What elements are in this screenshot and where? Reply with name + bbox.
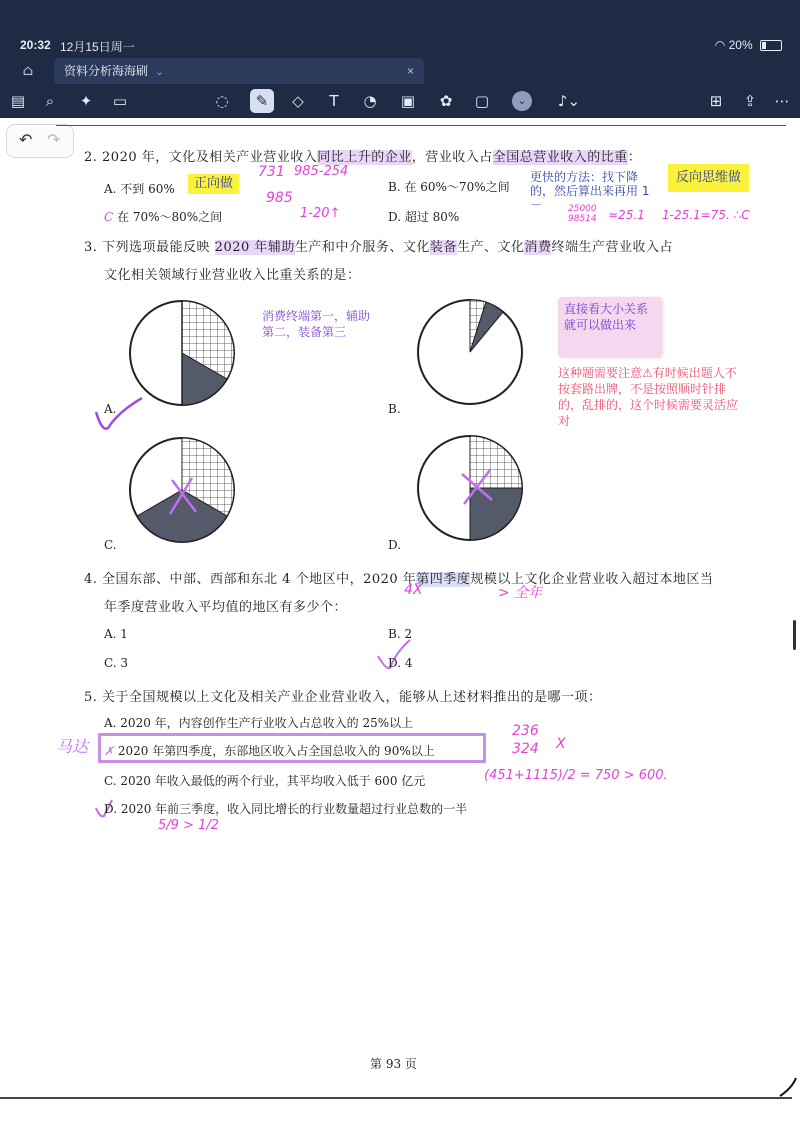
note-warning: 这种题需要注意⚠有时候出题人不按套路出牌，不是按照顺时针排的，乱排的，这个时候需要灵活应对 bbox=[558, 366, 739, 428]
hand-4x: 4X bbox=[404, 582, 423, 598]
hand-check-c: C bbox=[104, 210, 114, 224]
q5-option-b[interactable] bbox=[104, 742, 435, 759]
more-icon[interactable]: ⌄ bbox=[512, 91, 532, 111]
sparkle-icon[interactable]: ✦ bbox=[79, 92, 93, 110]
status-date: 12月15日周一 bbox=[60, 40, 135, 54]
pie-b[interactable] bbox=[418, 300, 522, 404]
hand-approx: ≈25.1 bbox=[608, 208, 645, 222]
q4-option-a[interactable]: A. 1 bbox=[104, 627, 128, 641]
scroll-indicator[interactable] bbox=[793, 620, 796, 650]
sidebar-icon[interactable]: ▤ bbox=[10, 92, 26, 110]
cross-b-icon: ✗ bbox=[104, 744, 115, 758]
q3-text-4: 终端生产营业收入占 bbox=[551, 240, 673, 255]
pie-c[interactable] bbox=[130, 438, 234, 542]
redo-icon[interactable]: ↷ bbox=[47, 130, 61, 149]
hand-q2-d: 1-20↑ bbox=[300, 206, 341, 221]
q2-option-d[interactable]: D. 超过 80% bbox=[388, 210, 460, 224]
battery-percent: 20% bbox=[728, 38, 753, 52]
q5-option-b-text: 2020 年第四季度，东部地区收入占全国总收入的 90%以上 bbox=[117, 744, 435, 758]
page-bottom-rule bbox=[0, 1097, 792, 1099]
status-time: 20:32 bbox=[20, 38, 51, 52]
hand-gt-year: > 全年 bbox=[498, 585, 543, 601]
hand-q5c: (451+1115)/2 = 750 > 600. bbox=[484, 768, 668, 783]
q4-stem-line1 bbox=[84, 568, 713, 587]
pen-icon[interactable]: ✎ bbox=[250, 89, 274, 113]
q2-option-c-text: 在 70%～80%之间 bbox=[117, 210, 223, 224]
eraser-icon[interactable]: ◇ bbox=[292, 92, 304, 110]
q3-hl-year: 2020 年 bbox=[214, 240, 268, 255]
hand-calc-right: 1-25.1=75. ∴C bbox=[662, 208, 750, 222]
note-faster-method: 更快的方法：找下降的，然后算出来再用 1－ bbox=[530, 170, 650, 212]
hand-q5b-frac bbox=[512, 722, 539, 758]
q4-stem-line2: 年季度营业收入平均值的地区有多少个： bbox=[104, 600, 348, 615]
q3-option-a[interactable]: A. bbox=[104, 402, 117, 416]
q4-text-1: 4. 全国东部、中部、西部和东北 4 个地区中，2020 年 bbox=[84, 572, 417, 587]
corner-stroke bbox=[780, 1078, 796, 1096]
note-fanxiang: 反向思维做 bbox=[668, 164, 749, 192]
textbox-icon[interactable]: T bbox=[329, 92, 339, 110]
note-zhengxiang: 正向做 bbox=[188, 174, 239, 194]
image-icon[interactable]: ▣ bbox=[400, 92, 416, 110]
q3-text-1: 3. 下列选项最能反映 bbox=[84, 240, 215, 255]
hand-frac-den: 98514 bbox=[568, 214, 597, 224]
mic-icon[interactable]: ♪⌄ bbox=[557, 92, 581, 110]
q3-option-c[interactable]: C. bbox=[104, 538, 117, 552]
hand-q2-c: 985-254 bbox=[294, 164, 349, 179]
hand-q5b-den: 324 bbox=[512, 741, 539, 757]
share-icon[interactable]: ⇪ bbox=[743, 92, 757, 110]
note-ranking: 消费终端第一，辅助第二，装备第三 bbox=[262, 309, 371, 339]
q4-text-2: 规模以上文化企业营业收入超过本地区当 bbox=[470, 572, 714, 587]
q3-stem-line2: 文化相关领域行业营业收入比重关系的是： bbox=[104, 268, 361, 283]
q4-option-c[interactable]: C. 3 bbox=[104, 656, 129, 670]
q3-option-b[interactable]: B. bbox=[388, 402, 401, 416]
q2-highlight-1: 同比上升的企业 bbox=[317, 150, 412, 165]
hand-q5d: 5/9 > 1/2 bbox=[158, 818, 220, 833]
home-icon[interactable]: ⌂ bbox=[22, 63, 34, 79]
search-icon[interactable]: ⌕ bbox=[45, 92, 55, 110]
hand-q2-b: 985 bbox=[266, 190, 293, 206]
q4-hl-season: 第四季度 bbox=[416, 572, 471, 587]
q2-option-a[interactable]: A. 不到 60% bbox=[104, 182, 175, 196]
hand-q2-a: 731 bbox=[258, 164, 285, 180]
chevron-down-icon[interactable]: ⌄ bbox=[155, 67, 164, 78]
q2-highlight-2: 全国总营业收入的比重 bbox=[492, 150, 628, 165]
stickers-icon[interactable]: ✿ bbox=[439, 92, 453, 110]
hand-mada: 马达 bbox=[56, 737, 89, 756]
notes-icon[interactable]: ▢ bbox=[474, 92, 490, 110]
q5-option-d[interactable]: D. 2020 年前三季度，收入同比增长的行业数量超过行业总数的一半 bbox=[104, 802, 468, 816]
note-direct-compare: 直接看大小关系就可以做出来 bbox=[558, 297, 662, 357]
tab-close-icon[interactable]: × bbox=[406, 64, 414, 78]
pie-a[interactable] bbox=[130, 301, 234, 405]
undo-icon[interactable]: ↶ bbox=[19, 130, 33, 149]
hand-q5b-num: 236 bbox=[512, 723, 539, 739]
page-number: 第 93 页 bbox=[370, 1057, 417, 1071]
doc-icon[interactable]: ▭ bbox=[112, 92, 128, 110]
add-page-icon[interactable]: ⊞ bbox=[709, 92, 723, 110]
q5-option-a[interactable]: A. 2020 年，内容创作生产行业收入占总收入的 25%以上 bbox=[104, 716, 414, 730]
q3-hl-xiaofei: 消费 bbox=[524, 240, 552, 255]
q5-stem: 5. 关于全国规模以上文化及相关产业企业营业收入，能够从上述材料推出的是哪一项： bbox=[84, 690, 602, 705]
tab-title: 资料分析海海刷 bbox=[64, 64, 149, 78]
pie-d[interactable] bbox=[418, 436, 522, 540]
q3-text-3: 生产、文化 bbox=[456, 240, 525, 255]
q3-hl-zhuangbei: 装备 bbox=[429, 240, 457, 255]
wifi-icon: ◠ bbox=[714, 38, 726, 52]
lasso-icon[interactable]: ◌ bbox=[215, 92, 229, 110]
q2-option-b[interactable]: B. 在 60%～70%之间 bbox=[388, 180, 510, 194]
q5-option-c[interactable]: C. 2020 年收入最低的两个行业，其平均收入低于 600 亿元 bbox=[104, 774, 426, 788]
q2-stem-end: ： bbox=[627, 150, 642, 165]
q3-option-d[interactable]: D. bbox=[388, 538, 402, 552]
check-mark-a bbox=[96, 398, 142, 429]
hand-frac-num: 25000 bbox=[568, 204, 597, 214]
shapes-icon[interactable]: ◔ bbox=[363, 92, 377, 110]
q3-text-2: 生产和中介服务、文化 bbox=[294, 240, 430, 255]
q2-stem-text: 2. 2020 年，文化及相关产业营业收入 bbox=[84, 150, 318, 165]
q3-hl-fuzhu: 辅助 bbox=[267, 240, 295, 255]
q4-option-d[interactable]: D. 4 bbox=[388, 656, 413, 670]
ellipsis-icon[interactable]: ⋯ bbox=[774, 92, 790, 110]
q4-option-b[interactable]: B. 2 bbox=[388, 627, 413, 641]
hand-q5b-x: X bbox=[556, 736, 566, 752]
q2-stem-mid: ，营业收入占 bbox=[411, 150, 493, 165]
